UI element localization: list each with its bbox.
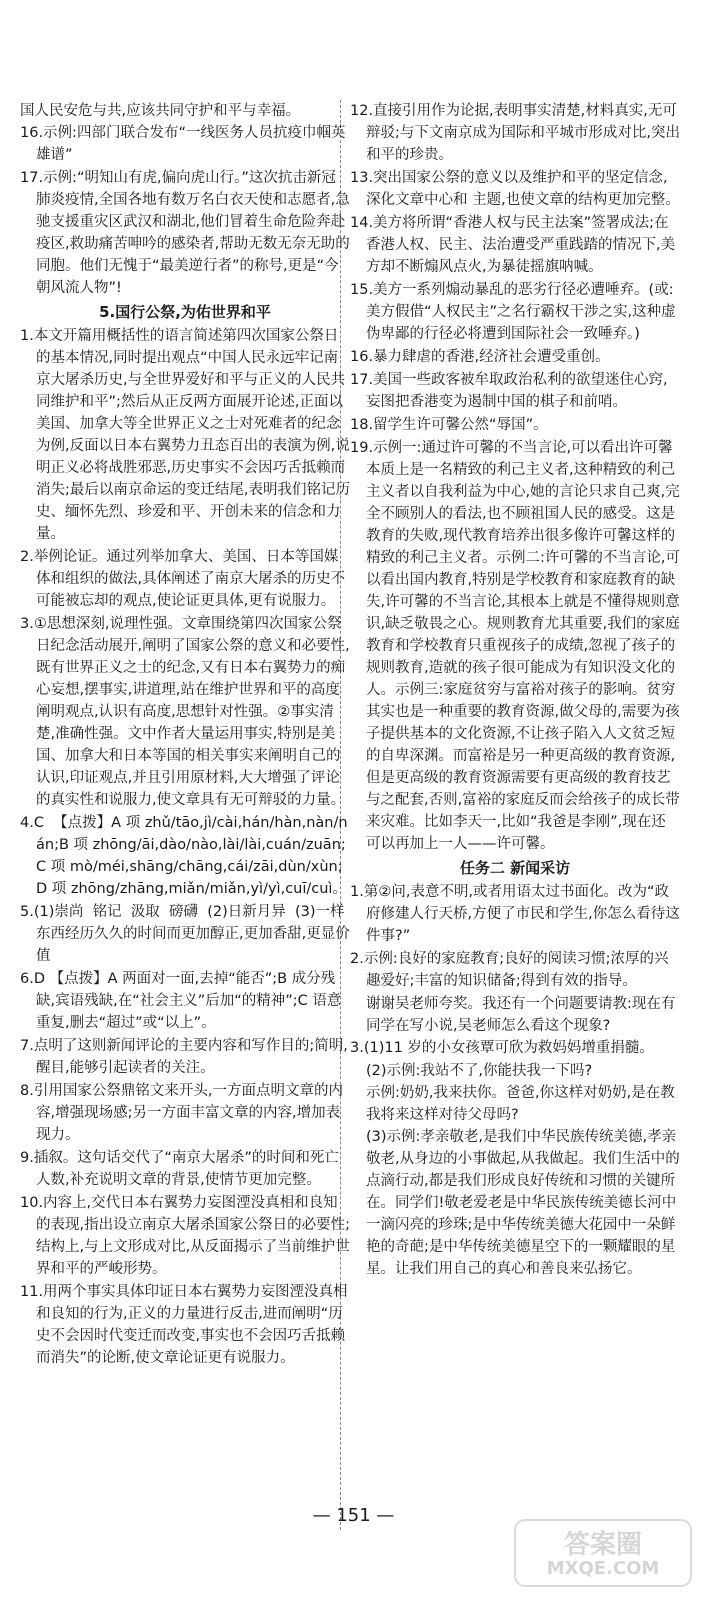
answer-item: 1.第②问,表意不明,或者用语太过书面化。改为“政府修建人行天桥,方便了市民和学生,你怎么看待这件事?” [350, 884, 680, 944]
answer-item: 15.美方一系列煽动暴乱的恶劣行径必遭唾弃。(或:美方假借“人权民主”之名行霸权干涉之实,这种虚伪卑鄙的行径必将遭到国际社会一致唾弃。) [350, 282, 676, 342]
page-number-value: 151 [336, 1505, 371, 1526]
answer-item: (2)示例:我站不了,你能扶我一下吗? [366, 1063, 593, 1079]
answer-item: 14.美方将所谓“香港人权与民主法案”签署成法;在香港人权、民主、法治遭受严重践踏的情况下,美方却不断煽风点火,为暴徒摇旗呐喊。 [350, 215, 676, 275]
answer-item: 2.举例论证。通过列举加拿大、美国、日本等国媒体和组织的做法,具体阐述了南京大屠杀的历史不可能被忘却的观点,使论证更具体,更有说服力。 [20, 549, 346, 609]
right-column [350, 100, 680, 1280]
answer-item: 12.直接引用作为论据,表明事实清楚,材料真实,无可辩驳;与下文南京成为国际和平城市形成对比,突出和平的珍贵。 [350, 103, 680, 163]
answer-item: 16.示例:四部门联合发布“一线医务人员抗疫巾帼英雄谱” [20, 125, 346, 163]
watermark-url: MXQE.COM [546, 1558, 660, 1579]
answer-item: 3.(1)11 岁的小女孩覃可欣为救妈妈增重捐髓。 [350, 1040, 654, 1056]
page-number: — 151 — [312, 1505, 395, 1526]
answer-item: 7.点明了这则新闻评论的主要内容和写作目的;简明,醒目,能够引起读者的关注。 [20, 1038, 348, 1076]
answer-item: 11.用两个事实具体印证日本右翼势力妄图湮没真相和良知的行为,正义的力量进行反击,进而阐明“历史不会因时代变迁而改变,事实也不会因巧舌抵赖而消失”的论断,使文章论证更有说服力。 [20, 1284, 348, 1366]
answer-item: 18.留学生许可馨公然“辱国”。 [350, 417, 548, 433]
answer-item: 谢谢吴老师夸奖。我还有一个问题要请教:现在有同学在写小说,吴老师怎么看这个现象? [366, 996, 676, 1034]
answer-item: 示例:奶奶,我来扶你。爸爸,你这样对奶奶,是在教我将来这样对待父母吗? [366, 1085, 675, 1123]
answer-item: 3.①思想深刻,说理性强。文章围绕第四次国家公祭日纪念活动展开,阐明了国家公祭的意义和必要性,既有世界正义之士的纪念,又有日本右翼势力的痴心妄想,摆事实,讲道理,站在维护世界和平的高度阐明观点,认识有高度,思想针对性强。②事实清楚,准确性强。文中作者大量运用事实,特别是美国、加拿大和日本等国的相关事实来阐明自己的认识,印证观点,并且引用原材料,大大增强了评论的真实性和说服力,使文章具有无可辩驳的力量。 [20, 616, 350, 808]
answer-item: 2.示例:良好的家庭教育;良好的阅读习惯;浓厚的兴趣爱好;丰富的知识储备;得到有效的指导。 [350, 951, 669, 989]
section-heading: 5.国行公祭,为佑世界和平 [99, 303, 271, 321]
left-column [20, 100, 350, 1370]
answer-item: 13.突出国家公祭的意义以及维护和平的坚定信念,深化文章中心和 主题,也使文章的结构更加完整。 [350, 170, 680, 208]
answer-item: 4.C 【点拨】A 项 zhǔ/tāo,jì/cài,hán/hàn,nàn/nán;B 项 zhōng/āi,dào/nào,lài/lài,cuán/zuān;C 项 mò/méi,shāng/chāng,cái/zāi,dùn/xùn;D 项 zhōng/zhāng,miǎn/miǎn,yì/yì,cuī/cuì。 [20, 815, 348, 897]
answer-item: 19.示例一:通过许可馨的不当言论,可以看出许可馨本质上是一名精致的利己主义者,这种精致的利己主义者以自我利益为中心,她的言论只求自己爽,完全不顾别人的看法,也不顾祖国人民的感受。这是教育的失败,现代教育培养出很多像许可馨这样的精致的利己主义者。示例二:许可馨的不当言论,可以看出国内教育,特别是学校教育和家庭教育的缺失,许可馨的不当言论,其根本上就是不懂得规则意识,缺乏敬畏之心。规则教育尤其重要,我们的家庭教育和学校教育只重视孩子的成绩,忽视了孩子的规则教育,造就的孩子很可能成为有知识没文化的人。示例三:家庭贫穷与富裕对孩子的影响。贫穷其实也是一种重要的教育资源,做父母的,需要为孩子提供基本的文化资源,不让孩子陷入人文贫乏短的自卑深渊。而富裕是另一种更高级的教育资源,但是更高级的教育资源需要有更高级的教育技艺与之配套,否则,富裕的家庭反而会给孩子的成长带来灾难。比如李天一,比如“我爸是李刚”,现在还可以再加上一人——许可馨。 [350, 440, 680, 852]
answer-item: 6.D 【点拨】A 两面对一面,去掉“能否”;B 成分残缺,宾语残缺,在“社会主义”后加“的精神”;C 语意重复,删去“超过”或“以上”。 [20, 971, 342, 1031]
answer-item: 16.暴力肆虐的香港,经济社会遭受重创。 [350, 349, 610, 365]
answer-item: 5.(1)崇尚 铭记 汲取 磅礴 (2)日新月异 (3)一样东西经历久久的时间而更加醇正,更加香甜,更显价值 [20, 904, 350, 964]
answer-item: 17.示例:“明知山有虎,偏向虎山行。”这次抗击新冠肺炎疫情,全国各地有数万名白衣天使和志愿者,急驰支援重灾区武汉和湖北,他们冒着生命危险奔赴疫区,救助痛苦呻吟的感染者,帮助无数无奈无助的同胞。他们无愧于“最美逆行者”的称号,更是“今朝风流人物”! [20, 170, 350, 296]
answer-item: 8.引用国家公祭鼎铭文来开头,一方面点明文章的内容,增强现场感;另一方面丰富文章的内容,增加表现力。 [20, 1083, 343, 1143]
answer-item: 国人民安危与共,应该共同守护和平与幸福。 [20, 103, 301, 119]
answer-item: 10.内容上,交代日本右翼势力妄图湮没真相和良知的表现,指出设立南京大屠杀国家公祭日的必要性;结构上,与上文形成对比,从反面揭示了当前维护世界和平的严峻形势。 [20, 1195, 350, 1277]
section-heading: 任务二 新闻采访 [459, 859, 571, 877]
answer-item: 17.美国一些政客被牟取政治私利的欲望迷住心窍,妄图把香港变为遏制中国的棋子和前哨。 [350, 372, 668, 410]
answer-item: 9.插叙。这句话交代了“南京大屠杀”的时间和死亡人数,补充说明文章的背景,使情节更加完整。 [20, 1150, 339, 1188]
answer-item: 1.本文开篇用概括性的语言简述第四次国家公祭日的基本情况,同时提出观点“中国人民永远牢记南京大屠杀历史,与全世界爱好和平与正义的人民共同维护和平”;然后从正反两方面展开论述,正面以美国、加拿大等全世界正义之士对死难者的纪念为例,反面以日本右翼势力丑态百出的表演为例,说明正义必将战胜邪恶,历史事实不会因巧舌抵赖而消失;最后以南京命运的变迁结尾,表明我们铭记历史、缅怀先烈、珍爱和平、开创未来的信念和力量。 [20, 328, 350, 542]
watermark-text: 答案圈 [563, 1530, 642, 1560]
answer-item: (3)示例:孝亲敬老,是我们中华民族传统美德,孝亲敬老,从身边的小事做起,从我做起。我们生活中的点滴行动,都是我们形成良好传统和习惯的关键所在。同学们!敬老爱老是中华民族传统美德长河中一滴闪亮的珍珠;是中华传统美德大花园中一朵鲜艳的奇葩;是中华传统美德星空下的一颗耀眼的星星。让我们用自己的真心和善良来弘扬它。 [366, 1129, 680, 1277]
watermark-logo [513, 1518, 693, 1588]
